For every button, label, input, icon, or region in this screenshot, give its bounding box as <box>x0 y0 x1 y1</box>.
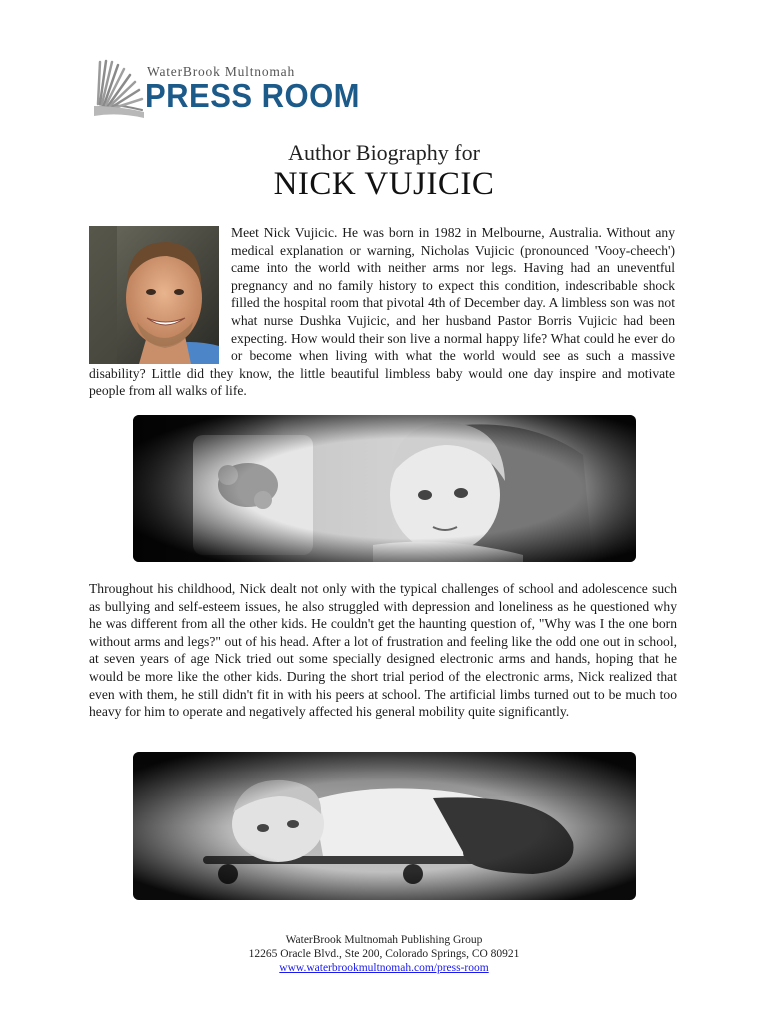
footer-publisher: WaterBrook Multnomah Publishing Group <box>285 934 483 946</box>
page-subtitle: Author Biography for <box>288 140 480 165</box>
childhood-paragraph: Throughout his childhood, Nick dealt not only with the typical challenges of school and adolescence such as bullying and self-esteem issues, he also struggled with depression and loneliness as he questioned why he was different from all the other kids. He couldn't get the haunting question of, "Why was I the one born without arms and legs?" out of his head. After a lot of frustration and feeling like the odd one out in school, at seven years of age Nick tried out some specially designed electronic arms and hands, hoping that he would be more like the other kids. During the short trial period of the electronic arms, Nick realized that even with them, he still didn't fit in with his peers at school. The artificial limbs turned out to be much too heavy for him to operate and negatively affected his general mobility quite significantly. <box>89 581 677 720</box>
intro-paragraph: Meet Nick Vujicic. He was born in 1982 in Melbourne, Australia. Without any medical explanation or warning, Nicholas Vujicic (pronounced 'Vooy-cheech') came into the world with neither arms nor legs. Having had an uneventful pregnancy and no family history to expect this condition, indescribable shock filled the hospital room that pivotal 4th of December day. A limbless son was not what nurse Dushka Vujicic, and her husband Pastor Borris Vujicic had been expecting. How would their son live a normal happy life? What could he ever do or become when living with what the world would see as such a massive disability? Little did they know, the little beautiful limbless baby would one day inspire and motivate people from all walks of life. <box>89 225 675 399</box>
footer-address: 12265 Oracle Blvd., Ste 200, Colorado Springs, CO 80921 <box>248 948 520 960</box>
logo-publisher-name: WaterBrook Multnomah <box>147 64 296 79</box>
childhood-photo-skateboard <box>133 752 636 900</box>
footer-press-room-link[interactable]: www.waterbrookmultnomah.com/press-room <box>279 962 489 974</box>
page-title: NICK VUJICIC <box>273 166 495 202</box>
logo-press-room: PRESS ROOM <box>145 77 360 114</box>
open-book-icon <box>90 56 146 118</box>
childhood-photo-toddler <box>133 415 636 562</box>
press-room-logo <box>90 56 360 120</box>
